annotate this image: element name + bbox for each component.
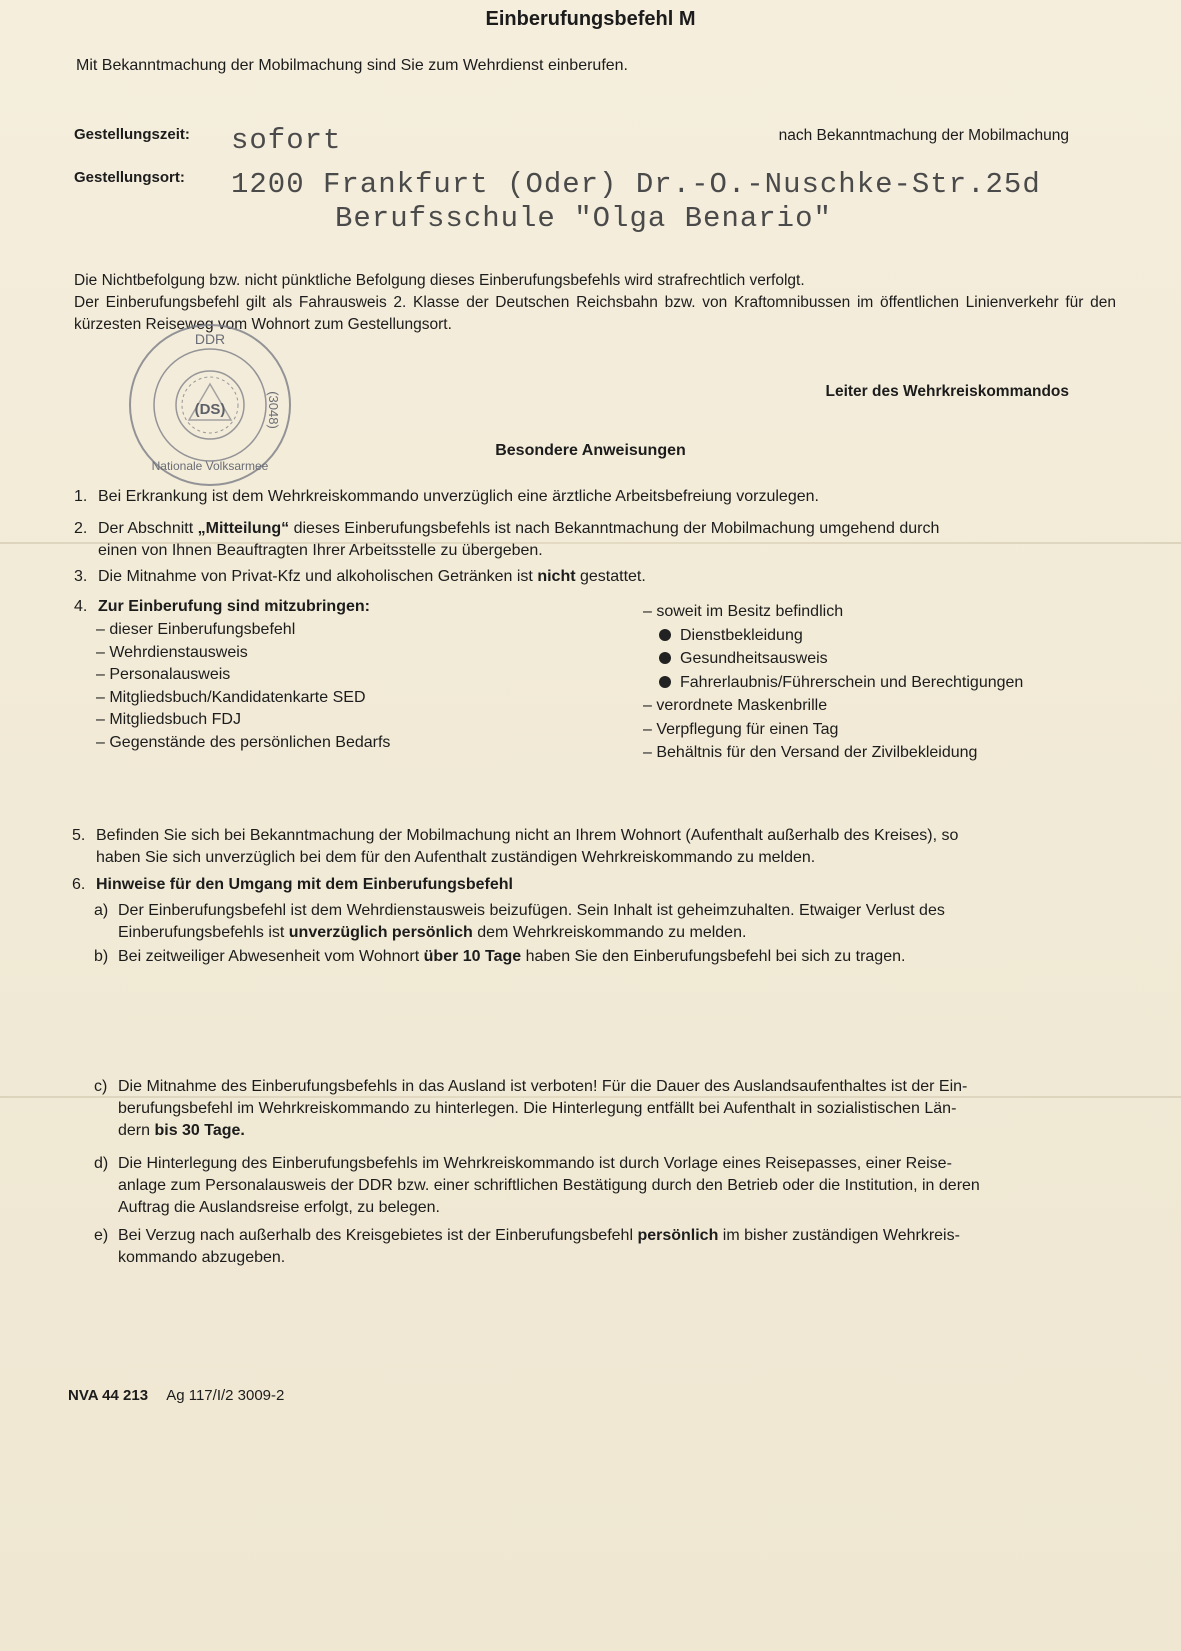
- item-text: Die Hinterlegung des Einberufungsbefehls im Wehrkreiskommando ist durch Vorlage eines Reisepasses, einer Reise-: [118, 1155, 952, 1172]
- gestellungsort-line1: 1200 Frankfurt (Oder) Dr.-O.-Nuschke-Str.25d: [231, 168, 1041, 201]
- item-text: Die Mitnahme des Einberufungsbefehls in das Ausland ist verboten! Für die Dauer des Auslandsaufenthaltes ist der Ein-: [118, 1078, 968, 1095]
- item-text-bold: bis 30 Tage.: [154, 1122, 245, 1139]
- item-text: einen von Ihnen Beauftragten Ihrer Arbeitsstelle zu übergeben.: [98, 542, 543, 559]
- instruction-6: [72, 874, 513, 896]
- notice-line: Die Nichtbefolgung bzw. nicht pünktliche Befolgung dieses Einberufungsbefehls wird strafrechtlich verfolgt.: [74, 272, 805, 289]
- bring-list-right: [643, 600, 1023, 765]
- list-item-text: Fahrerlaubnis/Führerschein und Berechtigungen: [680, 673, 1024, 691]
- list-bullet-item: [659, 671, 1023, 695]
- item-text: dern: [118, 1122, 155, 1139]
- official-stamp: [125, 320, 295, 490]
- item-text: Einberufungsbefehls ist: [118, 924, 289, 941]
- item-text: dem Wehrkreiskommando zu melden.: [472, 924, 747, 941]
- form-footer: [68, 1387, 284, 1404]
- list-bullet-item: [659, 647, 1023, 671]
- list-item: – Wehrdienstausweis: [96, 643, 248, 661]
- instruction-6a: [94, 900, 1116, 944]
- item-text: kommando abzugeben.: [118, 1249, 286, 1266]
- bullet-icon: [659, 652, 671, 664]
- gestellungszeit-label: Gestellungszeit:: [74, 126, 190, 143]
- form-reference: Ag 117/I/2 3009-2: [166, 1387, 285, 1404]
- item-text: im bisher zuständigen Wehrkreis-: [718, 1227, 960, 1244]
- instruction-2: [74, 518, 1114, 562]
- gestellungszeit-note: nach Bekanntmachung der Mobilmachung: [778, 127, 1069, 144]
- item-text-bold: persönlich: [637, 1227, 719, 1244]
- stamp-center-text: (DS): [194, 401, 226, 418]
- sub-item-key: d): [94, 1155, 109, 1172]
- intro-text: Mit Bekanntmachung der Mobilmachung sind Sie zum Wehrdienst einberufen.: [76, 57, 628, 74]
- item-heading: Zur Einberufung sind mitzubringen:: [98, 598, 370, 615]
- gestellungsort-line2: Berufsschule "Olga Benario": [335, 202, 832, 235]
- instruction-1: [74, 486, 819, 508]
- item-text-bold: unverzüglich persönlich: [288, 924, 473, 941]
- list-item: – Gegenstände des persönlichen Bedarfs: [96, 733, 391, 751]
- item-text: berufungsbefehl im Wehrkreiskommando zu hinterlegen. Die Hinterlegung entfällt bei Aufenthalt in sozialistischen Län-: [118, 1100, 957, 1117]
- item-text: haben Sie sich unverzüglich bei dem für den Aufenthalt zuständigen Wehrkreiskommando zu melden.: [96, 849, 816, 866]
- list-bullet-item: [659, 624, 1023, 648]
- list-item: – soweit im Besitz befindlich: [643, 603, 844, 620]
- item-number: 2.: [74, 520, 88, 537]
- bullet-icon: [659, 629, 671, 641]
- item-number: 3.: [74, 568, 88, 585]
- bring-list-left: [96, 619, 390, 755]
- signature-title: Leiter des Wehrkreiskommandos: [825, 383, 1069, 400]
- sub-item-key: a): [94, 902, 109, 919]
- stamp-top-text: DDR: [194, 331, 226, 347]
- list-item-text: Dienstbekleidung: [680, 626, 803, 644]
- list-item: – Mitgliedsbuch/Kandidatenkarte SED: [96, 688, 366, 706]
- item-text: Befinden Sie sich bei Bekanntmachung der Mobilmachung nicht an Ihrem Wohnort (Aufenthalt außerhalb des Kreises), so: [96, 827, 959, 844]
- item-text: gestattet.: [575, 568, 646, 585]
- item-number: 6.: [72, 876, 86, 893]
- item-number: 1.: [74, 488, 88, 505]
- item-text: Bei Erkrankung ist dem Wehrkreiskommando unverzüglich eine ärztliche Arbeitsbefreiung vorzulegen.: [98, 488, 819, 505]
- instruction-4: [74, 596, 370, 618]
- item-number: 4.: [74, 598, 88, 615]
- list-item: – Verpflegung für einen Tag: [643, 720, 839, 738]
- gestellungsort-label: Gestellungsort:: [74, 169, 185, 186]
- stamp-ring-text: Nationale Volksarmee: [151, 459, 269, 473]
- list-item: – verordnete Maskenbrille: [643, 697, 828, 714]
- item-text: Bei zeitweiliger Abwesenheit vom Wohnort: [118, 948, 424, 965]
- item-text-bold: „Mitteilung“: [197, 520, 290, 537]
- instruction-3: [74, 566, 646, 588]
- form-code: NVA 44 213: [68, 1387, 149, 1404]
- notice-line: Der Einberufungsbefehl gilt als Fahrausweis 2. Klasse der Deutschen Reichsbahn bzw. von Kraftomnibussen im öffentlichen Linienverkehr für den kürzesten Reiseweg vom Wohnort zum Gestellungsort.: [74, 294, 1116, 333]
- item-text: Die Mitnahme von Privat-Kfz und alkoholischen Getränken ist: [98, 568, 538, 585]
- item-text-bold: über 10 Tage: [423, 948, 522, 965]
- item-text: Auftrag die Auslandsreise erfolgt, zu belegen.: [118, 1199, 440, 1216]
- instruction-6e: [94, 1225, 1116, 1269]
- item-text: Bei Verzug nach außerhalb des Kreisgebietes ist der Einberufungsbefehl: [118, 1227, 638, 1244]
- item-text-bold: nicht: [537, 568, 576, 585]
- item-text: dieses Einberufungsbefehls ist nach Bekanntmachung der Mobilmachung umgehend durch: [289, 520, 940, 537]
- document-title: Einberufungsbefehl M: [485, 8, 696, 30]
- item-number: 5.: [72, 827, 86, 844]
- item-text: Der Einberufungsbefehl ist dem Wehrdienstausweis beizufügen. Sein Inhalt ist geheimzuhalten. Etwaiger Verlust des: [118, 902, 945, 919]
- list-item: – Mitgliedsbuch FDJ: [96, 711, 241, 729]
- bullet-icon: [659, 676, 671, 688]
- section-title: Besondere Anweisungen: [495, 442, 686, 459]
- stamp-number-text: (3048): [266, 391, 281, 429]
- list-item: – dieser Einberufungsbefehl: [96, 621, 296, 638]
- instruction-6b: [94, 946, 905, 968]
- list-item: – Behältnis für den Versand der Zivilbekleidung: [643, 744, 978, 761]
- sub-item-key: b): [94, 948, 109, 965]
- instruction-6d: [94, 1153, 1116, 1219]
- instruction-5: [72, 825, 1116, 869]
- item-text: haben Sie den Einberufungsbefehl bei sich zu tragen.: [521, 948, 906, 965]
- item-heading: Hinweise für den Umgang mit dem Einberufungsbefehl: [96, 876, 513, 893]
- instruction-6c: [94, 1076, 1116, 1142]
- gestellungszeit-value: sofort: [231, 124, 342, 157]
- item-text: anlage zum Personalausweis der DDR bzw. einer schriftlichen Bestätigung durch den Betrieb oder die Institution, in deren: [118, 1177, 980, 1194]
- list-item: – Personalausweis: [96, 666, 231, 684]
- list-item-text: Gesundheitsausweis: [680, 650, 828, 667]
- item-text: Der Abschnitt: [98, 520, 198, 537]
- sub-item-key: e): [94, 1227, 109, 1244]
- sub-item-key: c): [94, 1078, 108, 1095]
